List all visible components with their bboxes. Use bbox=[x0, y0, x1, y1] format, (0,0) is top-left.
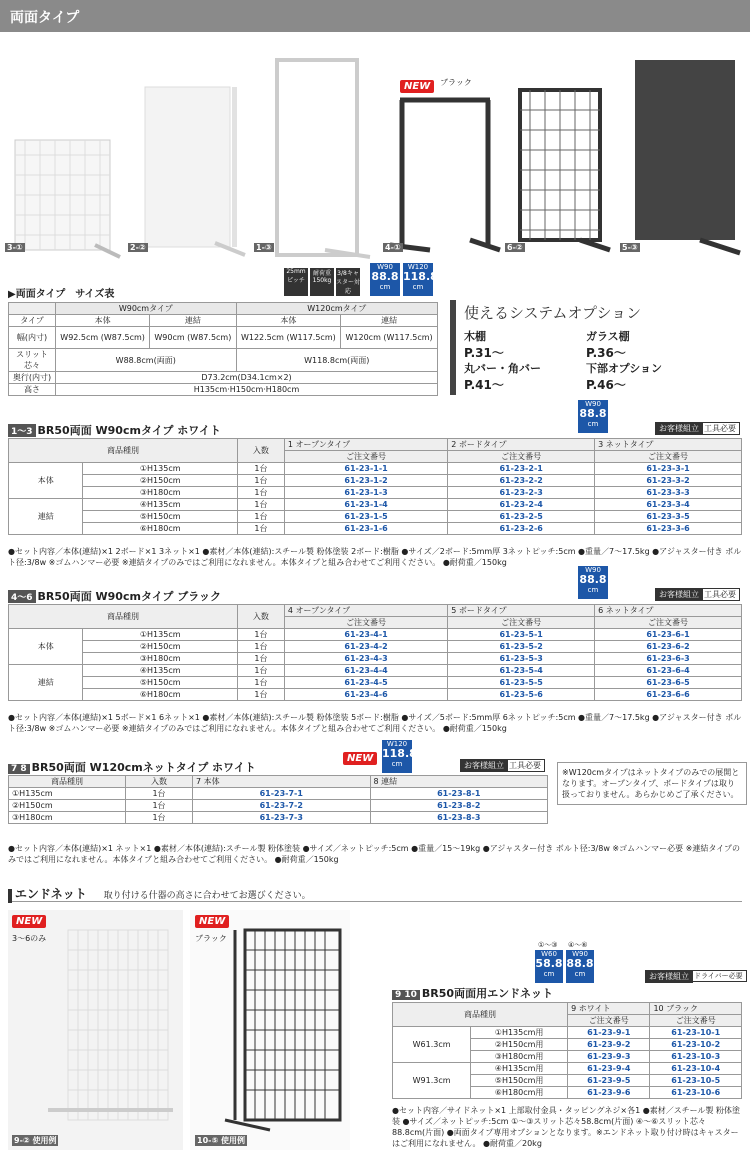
caster-badge: 3/8キャスター対応 bbox=[336, 270, 361, 295]
sec4-title: 9 10 BR50両面用エンドネット bbox=[392, 985, 553, 1001]
sec3-table: 商品種別 入数 7 本体 8 連結 ①H135cm 1台 61-23-7-1 61-23-8-1 ②H150cm 1台 61-23-7-2 61-23-8-2 ③H180cm 1台 61-23-7-3 61-23-8-3 bbox=[8, 775, 548, 824]
photo-tag-4: 4-① bbox=[385, 243, 401, 252]
photo-white-open bbox=[277, 60, 370, 257]
badge-range-a: ①〜③ bbox=[538, 941, 558, 949]
option-item: 下部オプション P.46〜 bbox=[586, 362, 663, 392]
option-item: 木棚 P.31〜 bbox=[464, 330, 504, 360]
sec3-note: ●セット内容／本体(連結)×1 ネット×1 ●素材／本体(連結):スチール製 粉体塗装 ●サイズ／ネットピッチ:5cm ●重量／15〜19kg ●アジャスター付き ボルト径:3/8w ※ゴムハンマー必要 ※連結タイプのみではご利用になれません。本体タイプと組み合わせてご利用ください。 ●耐荷重／150kg bbox=[8, 844, 740, 864]
photo-tag-5: 6-② bbox=[507, 243, 523, 252]
photo-tag-1: 3-① bbox=[7, 243, 23, 252]
sec3-side-note: ※W120cmタイプはネットタイプのみでの展開となります。オープンタイプ、ボードタイプは取り扱っておりません。あらかじめご了承ください。 bbox=[557, 762, 747, 805]
photo-caption: 3〜6のみ bbox=[12, 934, 47, 943]
endnet-photo-white bbox=[8, 910, 183, 1150]
tool-tag: 工具必要 bbox=[700, 422, 740, 435]
badge-range-b: ④〜⑥ bbox=[568, 941, 588, 949]
w60-badge: W60 58.8 cm bbox=[535, 950, 563, 983]
photo-black-board bbox=[635, 60, 740, 253]
sec1-note: ●セット内容／本体(連結)×1 2ボード×1 3ネット×1 ●素材／本体(連結):スチール製 粉体塗装 2ボード:樹脂 ●サイズ／2ボード:5mm厚 3ネットピッチ:5cm ●重量／7〜17.5kg ●アジャスター付き ボルト径:3/8w ※ゴムハンマー必要 ※連結タイプのみではご利用になれません。本体タイプと組み合わせてご利用ください。 ●耐荷重／150kg bbox=[8, 547, 742, 567]
assembly-tag: お客様組立 bbox=[655, 422, 703, 435]
sec4-table: 商品種別 9 ホワイト 10 ブラック ご注文番号 ご注文番号 W61.3cm ①H135cm用 61-23-9-1 61-23-10-1 ②H150cm用 61-23-9-2 61-23-10-2 ③H180cm用 61-23-9-3 61-23-10-3 W91.3cm ④H135cm用 61-23-9-4 61-23-10-4 ⑤H150cm用 61-23-9-5 61-23-10-5 ⑥H180cm用 61-23-9-6 61-23-10-6 bbox=[392, 1002, 742, 1099]
photo-caption: ブラック bbox=[440, 78, 472, 87]
options-title: 使えるシステムオプション bbox=[464, 304, 642, 322]
option-item: ガラス棚 P.36〜 bbox=[586, 330, 630, 360]
endnet-photo-black bbox=[190, 910, 350, 1150]
assembly-tag: お客様組立 bbox=[460, 759, 508, 772]
sec4-note: ●セット内容／サイドネット×1 上部取付金具・タッピングネジ×各1 ●素材／スチール製 粉体塗装 ●サイズ／ネットピッチ:5cm ①〜③スリット芯々58.8cm(片面) ④〜⑥スリット芯々88.8cm(片面) ●両面タイプ専用オプションとなります。※エンドネット取り付け時はキャスターはご利用になれません。 ●耐荷重／20kg bbox=[392, 1106, 740, 1148]
photo-black-open bbox=[390, 100, 500, 250]
sec3-title: 7 8 BR50両面 W120cmネットタイプ ホワイト bbox=[8, 759, 256, 775]
w120-badge: W120 118.8 cm bbox=[403, 263, 433, 296]
photo-tag: 10-⑤ 使用例 bbox=[197, 1136, 246, 1145]
w90-badge: W90 88.8 cm bbox=[566, 950, 594, 983]
size-table: W90cmタイプ W120cmタイプ タイプ 本体 連結 本体 連結 幅(内寸) W92.5cm (W87.5cm) W90cm (W87.5cm) W122.5cm (W117.5cm) W120cm (W117.5cm) スリット芯々 W88.8cm(両面) W118.8cm(両面) 奥行(内寸) D73.2cm(D34.1cm×2) 高さ H135cm·H150cm·H180cm bbox=[8, 302, 438, 396]
photo-caption: ブラック bbox=[195, 934, 227, 943]
pitch-badge: 25mmピッチ bbox=[284, 268, 308, 296]
new-badge: NEW bbox=[343, 752, 377, 765]
tool-tag: 工具必要 bbox=[505, 759, 545, 772]
photo-tag-2: 2-② bbox=[130, 243, 146, 252]
driver-tag: ドライバー必要 bbox=[690, 970, 747, 982]
w90-badge: W90 88.8 cm bbox=[370, 263, 400, 296]
photo-white-mesh bbox=[15, 140, 120, 257]
new-badge: NEW bbox=[195, 915, 229, 928]
tool-tag: 工具必要 bbox=[700, 588, 740, 601]
load-badge: 耐荷重150kg bbox=[310, 268, 334, 296]
sec1-title: 1〜3 BR50両面 W90cmタイプ ホワイト bbox=[8, 422, 221, 438]
sec1-badge: W90 88.8 cm bbox=[578, 400, 608, 433]
photo-white-board bbox=[145, 87, 245, 255]
option-item: 丸バー・角バー P.41〜 bbox=[464, 362, 541, 392]
photo-tag: 9-② 使用例 bbox=[14, 1136, 57, 1145]
size-table-title: ▶両面タイプ サイズ表 bbox=[8, 289, 115, 300]
section-title: 両面タイプ bbox=[10, 10, 80, 26]
new-badge: NEW bbox=[400, 80, 434, 93]
photo-black-mesh bbox=[520, 90, 610, 250]
spec-badges bbox=[284, 268, 360, 296]
sec3-badge: W120 118.8 cm bbox=[382, 740, 412, 773]
photo-tag-6: 5-③ bbox=[622, 243, 638, 252]
assembly-tag: お客様組立 bbox=[645, 970, 693, 983]
sec1-table: 商品種別 入数 1 オープンタイプ 2 ボードタイプ 3 ネットタイプ ご注文番号 ご注文番号 ご注文番号 本体 ①H135cm 1台 61-23-1-1 61-23-2-1 61-23-3-1 ②H150cm 1台 61-23-1-2 61-23-2-2 61-23-3-2 ③H180cm 1台 61-23-1-3 61-23-2-3 61-23-3-3 連結 ④H135cm 1台 61-23-1-4 61-23-2-4 61-23-3-4 ⑤H150cm 1台 61-23-1-5 61-23-2-5 61-23-3-5 ⑥H180cm 1台 61-23-1-6 61-23-2-6 61-23-3-6 bbox=[8, 438, 742, 535]
assembly-tag: お客様組立 bbox=[655, 588, 703, 601]
product-photos bbox=[0, 35, 750, 260]
endnet-header: エンドネット 取り付ける什器の高さに合わせてお選びください。 bbox=[8, 885, 742, 902]
sec2-title: 4〜6 BR50両面 W90cmタイプ ブラック bbox=[8, 588, 221, 604]
sec2-badge: W90 88.8 cm bbox=[578, 566, 608, 599]
section-header bbox=[0, 0, 750, 32]
photo-tag-3: 1-③ bbox=[256, 243, 272, 252]
new-badge: NEW bbox=[12, 915, 46, 928]
sec2-note: ●セット内容／本体(連結)×1 5ボード×1 6ネット×1 ●素材／本体(連結):スチール製 粉体塗装 5ボード:樹脂 ●サイズ／5ボード:5mm厚 6ネットピッチ:5cm ●重量／7〜17.5kg ●アジャスター付き ボルト径:3/8w ※ゴムハンマー必要 ※連結タイプのみではご利用になれません。本体タイプと組み合わせてご利用ください。 ●耐荷重／150kg bbox=[8, 713, 742, 733]
sec2-table: 商品種別 入数 4 オープンタイプ 5 ボードタイプ 6 ネットタイプ ご注文番号 ご注文番号 ご注文番号 本体 ①H135cm 1台 61-23-4-1 61-23-5-1 61-23-6-1 ②H150cm 1台 61-23-4-2 61-23-5-2 61-23-6-2 ③H180cm 1台 61-23-4-3 61-23-5-3 61-23-6-3 連結 ④H135cm 1台 61-23-4-4 61-23-5-4 61-23-6-4 ⑤H150cm 1台 61-23-4-5 61-23-5-5 61-23-6-5 ⑥H180cm 1台 61-23-4-6 61-23-5-6 61-23-6-6 bbox=[8, 604, 742, 701]
system-options bbox=[450, 300, 746, 395]
